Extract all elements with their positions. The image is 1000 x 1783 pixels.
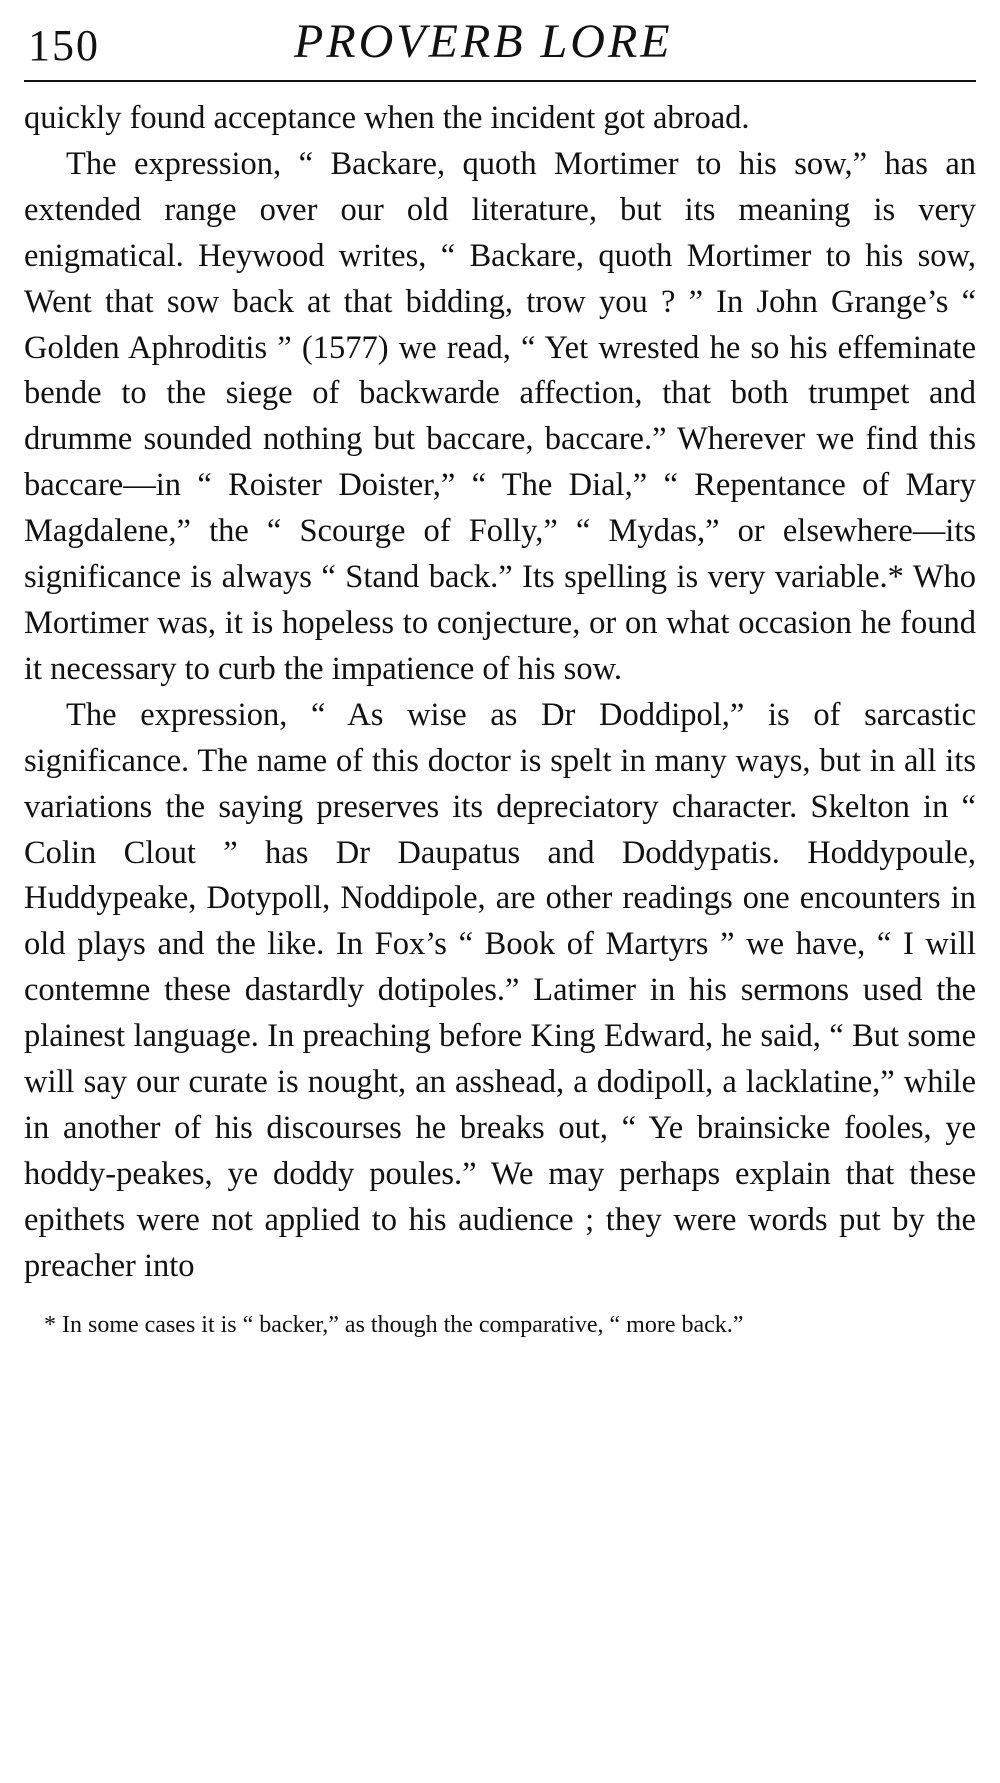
book-page xyxy=(24,14,976,1342)
paragraph-doddipol: The expression, “ As wise as Dr Doddipol,” is of sarcastic significance. The name of this doctor is spelt in many ways, but in all its variations the saying preserves its depreciatory character. Skelton in “ Colin Clout ” has Dr Daupatus and Doddypatis. Hoddypoule, Huddypeake, Dotypoll, Noddipole, are other readings one encounters in old plays and the like. In Fox’s “ Book of Martyrs ” we have, “ I will contemne these dastardly dotipoles.” Latimer in his sermons used the plainest language. In preaching before King Edward, he said, “ But some will say our curate is nought, an asshead, a dodipoll, a lacklatine,” while in another of his discourses he breaks out, “ Ye brainsicke fooles, ye hoddy-peakes, ye doddy poules.” We may perhaps explain that these epithets were not applied to his audience ; they were words put by the preacher into xyxy=(24,696,976,1284)
body-text xyxy=(24,96,976,1290)
running-title: PROVERB LORE xyxy=(294,15,673,68)
paragraph-continuation: quickly found acceptance when the incident got abroad. xyxy=(24,100,750,136)
page-header xyxy=(24,14,976,82)
paragraph-backare: The expression, “ Backare, quoth Mortimer to his sow,” has an extended range over our old literature, but its meaning is very enigmatical. Heywood writes, “ Backare, quoth Mortimer to his sow, Went that sow back at that bidding, trow you ? ” In John Grange’s “ Golden Aphroditis ” (1577) we read, “ Yet wrested he so his effeminate bende to the siege of backwarde affection, that both trumpet and drumme sounded nothing but baccare, baccare.” Wherever we find this baccare—in “ Roister Doister,” “ The Dial,” “ Repentance of Mary Magdalene,” the “ Scourge of Folly,” “ Mydas,” or elsewhere—its significance is always “ Stand back.” Its spelling is very variable.* Who Mortimer was, it is hopeless to conjecture, or on what occasion he found it necessary to curb the impatience of his sow. xyxy=(24,145,976,687)
footnote: * In some cases it is “ backer,” as though the comparative, “ more back.” xyxy=(44,1311,744,1338)
page-number: 150 xyxy=(28,21,100,70)
